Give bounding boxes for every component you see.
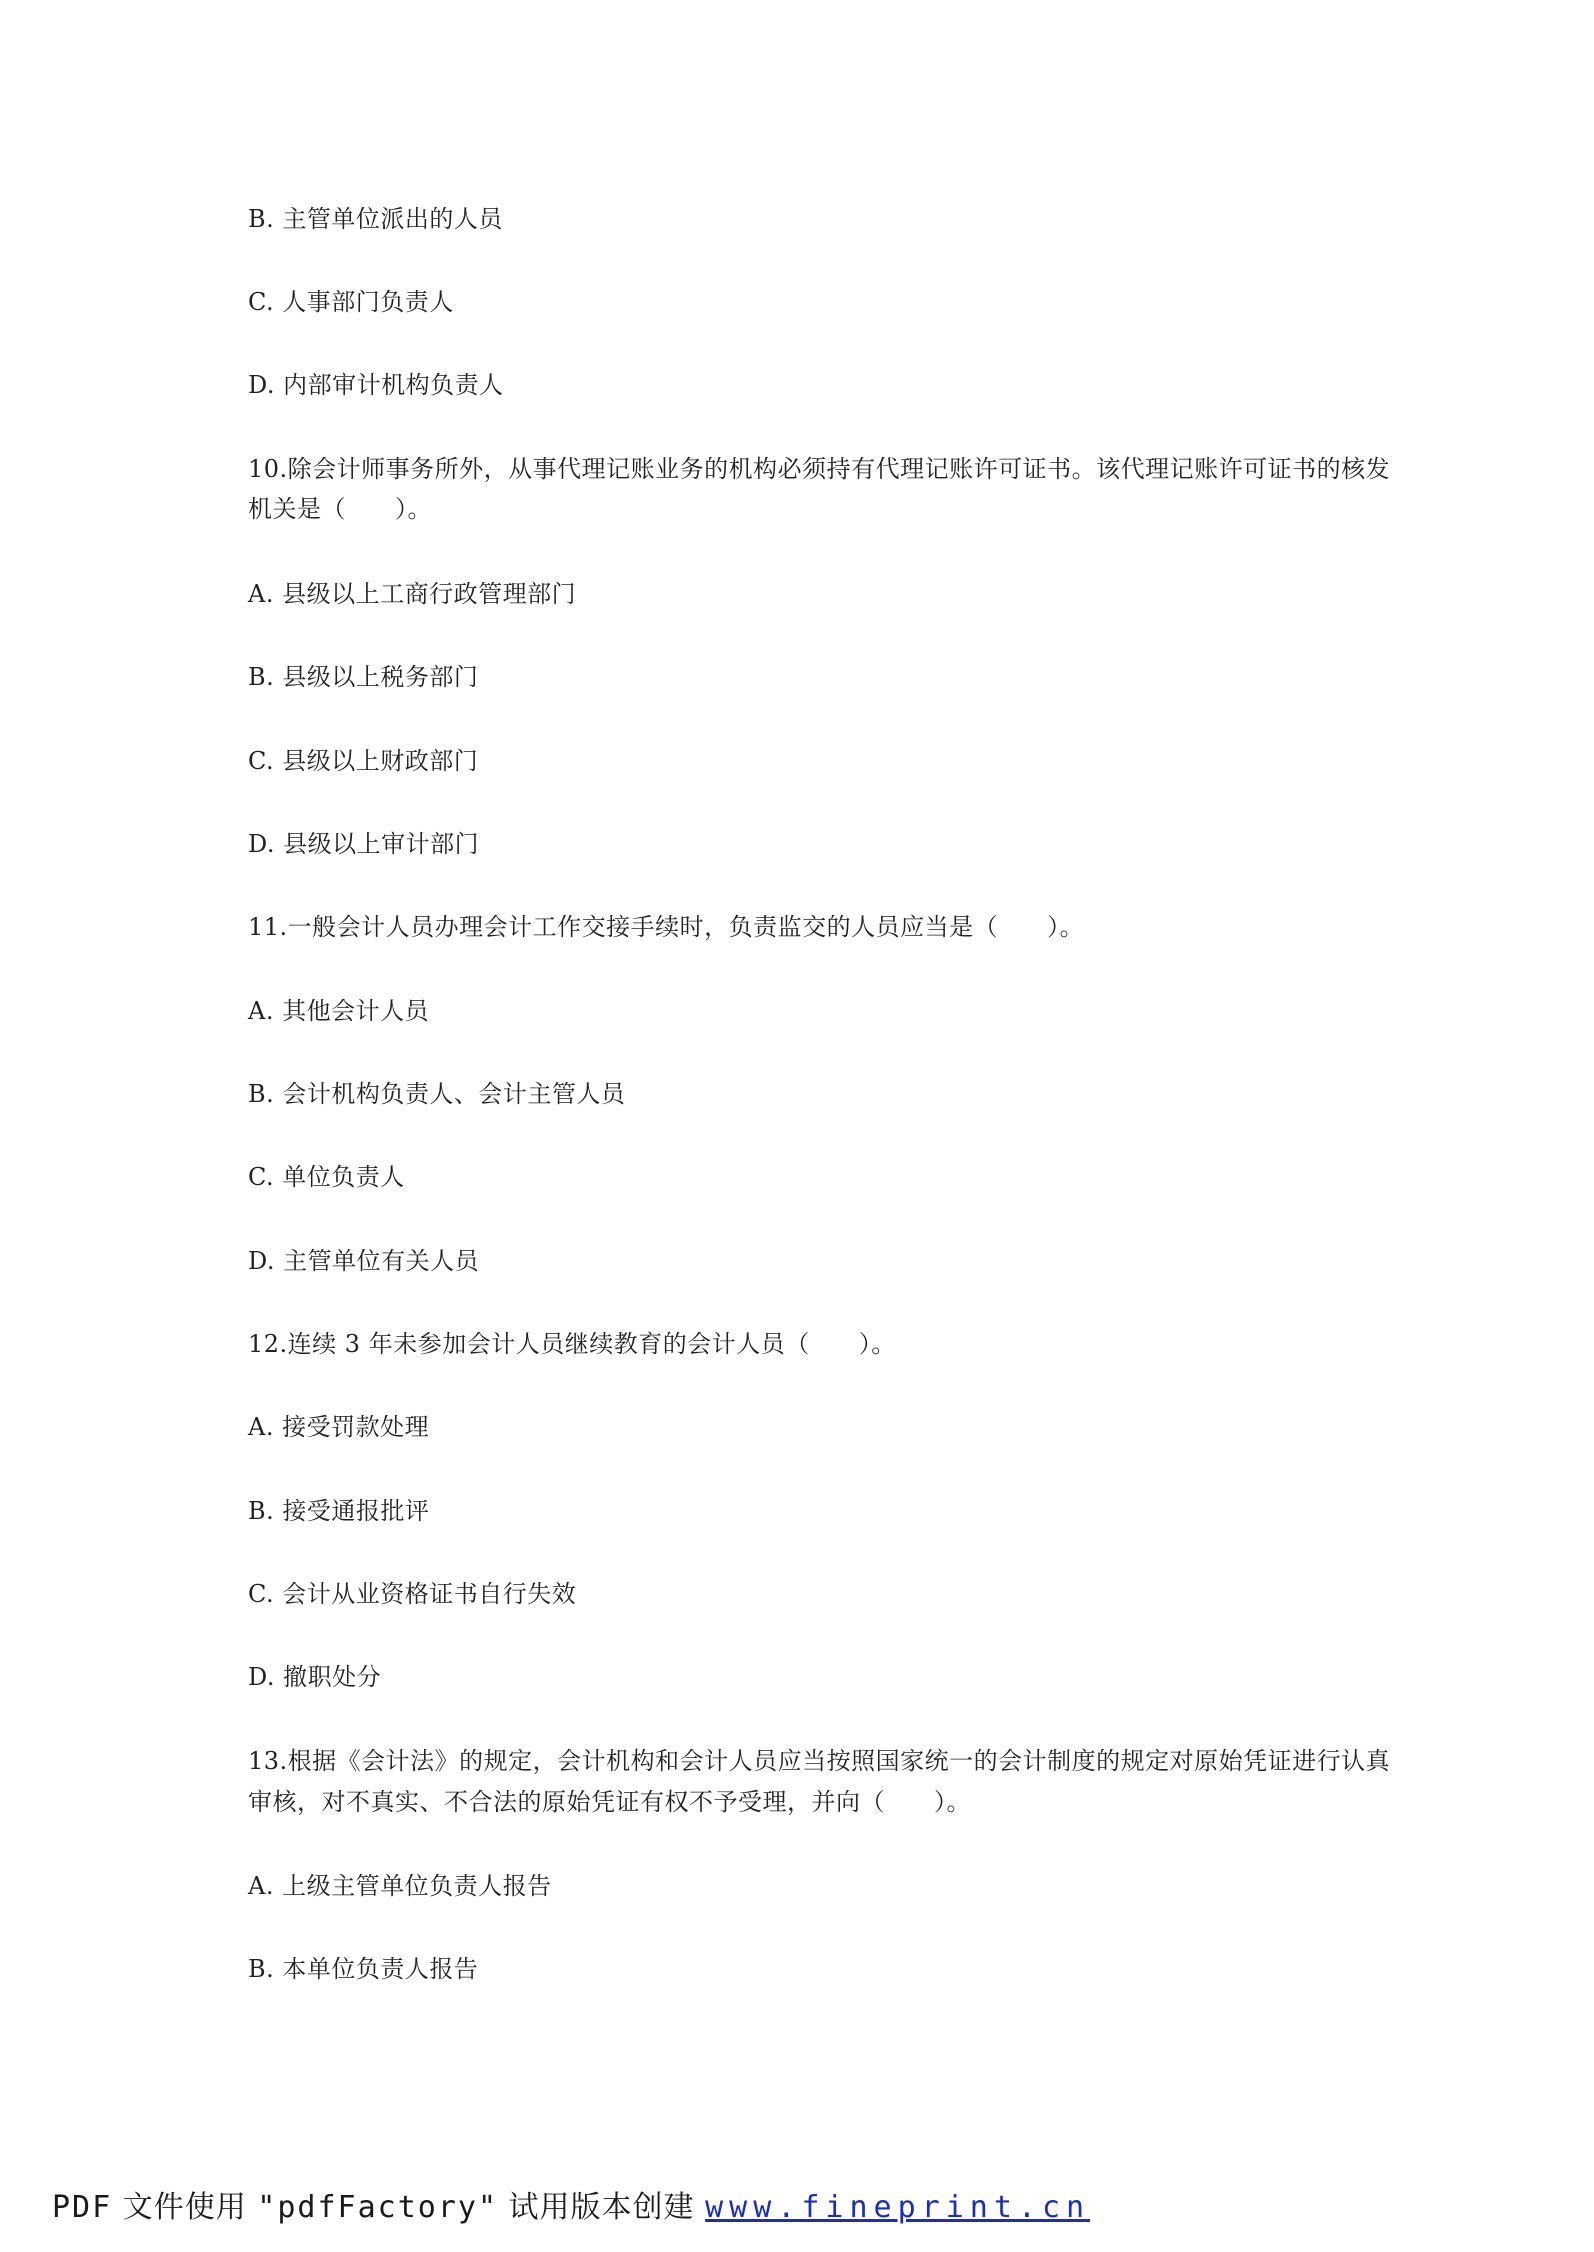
q10-option-d: D. 县级以上审计部门 [248, 830, 480, 858]
q12-option-d: D. 撤职处分 [248, 1663, 382, 1691]
footer-middle: 文件使用 [112, 2190, 258, 2225]
q10-option-a: A. 县级以上工商行政管理部门 [248, 580, 577, 608]
q13-option-a: A. 上级主管单位负责人报告 [248, 1872, 552, 1900]
q10-stem-line2: 机关是（ ）。 [248, 495, 432, 523]
q11-option-d: D. 主管单位有关人员 [248, 1247, 480, 1275]
q11-option-a: A. 其他会计人员 [248, 997, 430, 1025]
footer-suffix: 试用版本创建 [498, 2190, 706, 2225]
footer-product: "pdfFactory" [257, 2190, 499, 2225]
footer-prefix: PDF [52, 2190, 113, 2225]
q13-stem-line2: 审核，对不真实、不合法的原始凭证有权不予受理，并向（ ）。 [248, 1788, 971, 1816]
q12-option-b: B. 接受通报批评 [248, 1497, 430, 1525]
q10-option-b: B. 县级以上税务部门 [248, 663, 479, 691]
q12-option-c: C. 会计从业资格证书自行失效 [248, 1580, 577, 1608]
q10-option-c: C. 县级以上财政部门 [248, 747, 479, 775]
q9-option-b: B. 主管单位派出的人员 [248, 205, 503, 233]
q12-stem: 12.连续 3 年未参加会计人员继续教育的会计人员（ ）。 [248, 1330, 896, 1358]
q13-stem-line1: 13.根据《会计法》的规定，会计机构和会计人员应当按照国家统一的会计制度的规定对原始凭证进行认真 [248, 1747, 1391, 1775]
q11-option-b: B. 会计机构负责人、会计主管人员 [248, 1080, 626, 1108]
q13-option-b: B. 本单位负责人报告 [248, 1955, 479, 1983]
q9-option-d: D. 内部审计机构负责人 [248, 371, 504, 399]
q9-option-c: C. 人事部门负责人 [248, 288, 454, 316]
q11-stem: 11.一般会计人员办理会计工作交接手续时，负责监交的人员应当是（ ）。 [248, 913, 1085, 941]
q12-option-a: A. 接受罚款处理 [248, 1413, 430, 1441]
q10-stem-line1: 10.除会计师事务所外，从事代理记账业务的机构必须持有代理记账许可证书。该代理记账许可证书的核发 [248, 455, 1391, 483]
pdf-watermark-footer [52, 2188, 1090, 2228]
fineprint-link[interactable]: www.fineprint.cn [705, 2190, 1091, 2225]
q11-option-c: C. 单位负责人 [248, 1163, 405, 1191]
